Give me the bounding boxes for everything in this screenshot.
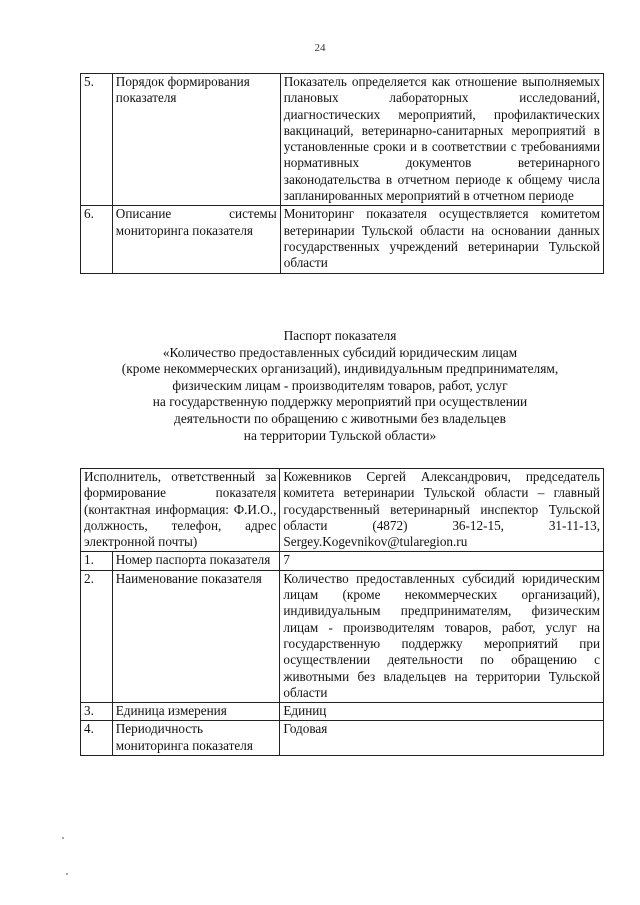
row-label: Описание системы мониторинга показателя <box>112 206 280 273</box>
executor-value: Кожевников Сергей Александрович, председатель комитета ветеринарии Тульской области – главный государственный ветеринарный инспектор Тульской области (4872) 36-12-15, 31-11-13, Sergey.Kogevnikov@tularegion.ru <box>280 469 604 552</box>
row-label: Порядок формирования показателя <box>112 74 280 206</box>
row-number: 6. <box>81 206 113 273</box>
row-value: Годовая <box>280 721 604 756</box>
row-number: 1. <box>81 552 113 570</box>
row-number: 3. <box>81 703 113 721</box>
row-value: Единиц <box>280 703 604 721</box>
heading-line: физическим лицам - производителям товаров, работ, услуг <box>172 377 508 393</box>
table-row <box>81 552 604 570</box>
row-value: Мониторинг показателя осуществляется комитетом ветеринарии Тульской области на основании данных государственных учреждений ветеринарии Тульской области <box>280 206 603 273</box>
heading-line: (кроме некоммерческих организаций), индивидуальным предпринимателям, <box>121 361 559 377</box>
row-label: Единица измерения <box>112 703 280 721</box>
table-row <box>81 206 604 273</box>
executor-label: Исполнитель, ответственный за формирование показателя (контактная информация: Ф.И.О., должность, телефон, адрес электронной почты) <box>81 469 280 552</box>
heading-line: деятельности по обращению с животными без владельцев <box>174 410 506 426</box>
indicator-table-continued <box>80 73 604 274</box>
row-number: 4. <box>81 721 113 756</box>
page-number: 24 <box>314 42 326 54</box>
row-value: 7 <box>280 552 604 570</box>
row-value: Количество предоставленных субсидий юридическим лицам (кроме некоммерческих организаций), индивидуальным предпринимателям, физическим лицам - производителям товаров, работ, услуг на государственную поддержку мероприятий при осуществлении деятельности по обращению с животными без владельцев на территории Тульской области <box>280 570 604 702</box>
row-label: Наименование показателя <box>112 570 280 702</box>
row-label: Номер паспорта показателя <box>112 552 280 570</box>
row-number: 2. <box>81 570 113 702</box>
scan-speck <box>66 873 68 875</box>
heading-line: на государственную поддержку мероприятий при осуществлении <box>152 394 528 410</box>
table-row <box>81 703 604 721</box>
row-number: 5. <box>81 74 113 206</box>
heading-line: на территории Тульской области» <box>243 427 437 443</box>
heading-line: Паспорт показателя <box>283 328 397 343</box>
table-row <box>81 74 604 206</box>
table-row <box>81 570 604 702</box>
scan-speck <box>62 837 64 839</box>
row-label: Периодичность мониторинга показателя <box>112 721 280 756</box>
row-value: Показатель определяется как отношение выполняемых плановых лабораторных исследований, диагностических мероприятий, профилактических вакцинаций, ветеринарно-санитарных мероприятий в установленные сроки и в соответствии с требованиями нормативных документов ветеринарного законодательства в отчетном периоде к общему числа запланированных мероприятий в отчетном периоде <box>280 74 603 206</box>
passport-heading <box>100 328 580 444</box>
heading-line: «Количество предоставленных субсидий юридическим лицам <box>162 344 518 360</box>
table-row <box>81 721 604 756</box>
indicator-passport-table <box>80 468 604 756</box>
table-row <box>81 469 604 552</box>
